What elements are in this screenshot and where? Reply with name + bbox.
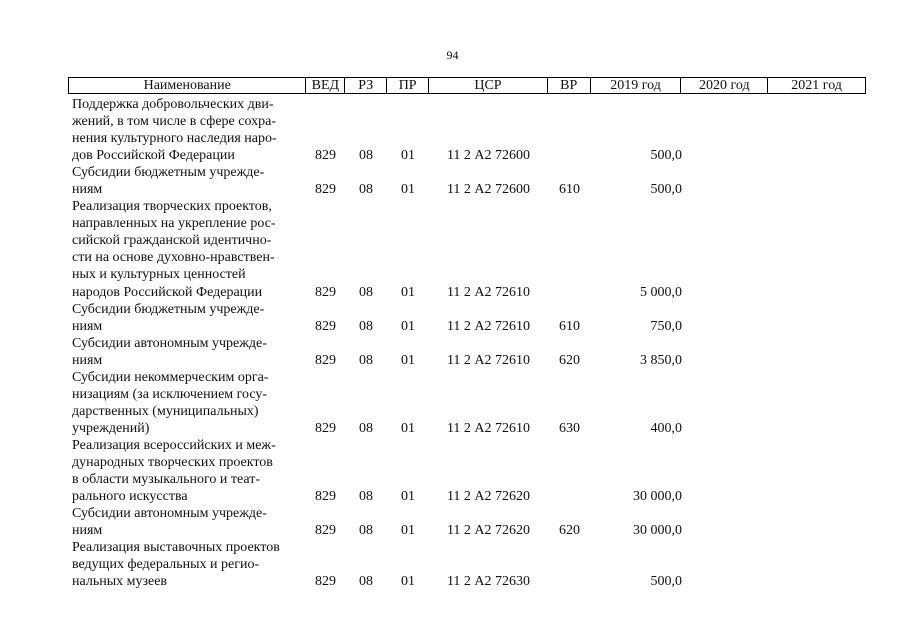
row-name-line: ниям [72,182,103,198]
row-name-line: нения культурного наследия наро- [72,131,277,147]
header-2019: 2019 год [591,78,682,93]
row-pr: 01 [401,284,415,300]
row-name-line: Субсидии автономным учрежде- [72,335,267,351]
row-y2019: 3 850,0 [640,352,682,368]
header-2021: 2021 год [791,78,842,93]
row-name-line: ниям [72,352,103,368]
table-row [68,437,866,505]
row-vr: 610 [559,182,580,198]
row-name-line: нальных музеев [72,574,168,590]
row-name-line: Субсидии некоммерческим орга- [72,369,269,385]
row-y2019: 500,0 [650,574,682,590]
row-pr: 01 [401,318,415,334]
row-csr: 11 2 А2 72630 [446,574,531,590]
row-name-line: сти на основе духовно-нравствен- [72,250,275,266]
table-row [68,198,866,300]
row-name [68,505,306,539]
row-name [68,369,306,437]
row-ved: 829 [315,489,336,505]
row-name-line: Субсидии бюджетным учрежде- [72,301,265,317]
row-y2019: 500,0 [650,182,682,198]
row-y2019: 5 000,0 [640,284,682,300]
row-name-line: Реализация всероссийских и меж- [72,437,276,453]
row-name [68,301,306,335]
row-y2019: 30 000,0 [633,489,682,505]
row-pr: 01 [401,182,415,198]
row-ved: 829 [315,420,336,436]
row-name-line: ных и культурных ценностей [72,267,246,283]
row-name [68,437,306,505]
row-name-line: учреждений) [72,420,150,436]
row-name-line: дарственных (муниципальных) [72,403,259,419]
row-name-line: Реализация творческих проектов, [72,199,272,215]
table-row [68,539,866,590]
row-name-line: направленных на укрепление рос- [72,216,276,232]
row-name-line: рального искусства [72,489,188,505]
table-body [68,96,866,590]
row-ved: 829 [315,523,336,539]
row-name-line: ниям [72,318,103,334]
header-pr: ПР [387,78,429,93]
row-name-line: Реализация выставочных проектов [72,540,280,556]
row-name [68,198,306,300]
table-row [68,505,866,539]
row-rz: 08 [359,489,373,505]
row-pr: 01 [401,489,415,505]
row-csr: 11 2 А2 72620 [446,489,531,505]
row-rz: 08 [359,182,373,198]
row-name [68,96,306,164]
row-name-line: дународных творческих проектов [72,454,273,470]
row-y2019: 500,0 [650,148,682,164]
row-rz: 08 [359,352,373,368]
row-pr: 01 [401,523,415,539]
row-name-line: сийской гражданской идентично- [72,233,272,249]
row-y2019: 30 000,0 [633,523,682,539]
row-ved: 829 [315,318,336,334]
row-name-line: дов Российской Федерации [72,148,235,164]
header-2020: 2020 год [681,78,768,93]
row-ved: 829 [315,148,336,164]
row-y2019: 400,0 [650,420,682,436]
table-row [68,164,866,198]
row-ved: 829 [315,182,336,198]
header-rz: РЗ [345,78,387,93]
header-vr: ВР [548,78,591,93]
row-vr: 610 [559,318,580,334]
row-name-line: низациям (за исключением госу- [72,386,268,402]
row-name [68,335,306,369]
header-csr: ЦСР [429,78,548,93]
row-pr: 01 [401,352,415,368]
row-vr: 620 [559,523,580,539]
row-csr: 11 2 А2 72610 [446,352,531,368]
row-rz: 08 [359,574,373,590]
row-name-line: Субсидии бюджетным учрежде- [72,165,265,181]
row-rz: 08 [359,148,373,164]
row-csr: 11 2 А2 72600 [446,182,531,198]
table-row [68,96,866,164]
row-rz: 08 [359,523,373,539]
row-name-line: ведущих федеральных и регио- [72,557,260,573]
row-ved: 829 [315,284,336,300]
row-name-line: ниям [72,523,103,539]
row-ved: 829 [315,574,336,590]
row-csr: 11 2 А2 72610 [446,284,531,300]
header-name: Наименование [69,78,306,93]
row-pr: 01 [401,574,415,590]
row-csr: 11 2 А2 72610 [446,420,531,436]
row-pr: 01 [401,148,415,164]
row-name-line: жений, в том числе в сфере сохра- [72,114,276,130]
header-ved: ВЕД [306,78,345,93]
table-header [68,77,866,94]
row-rz: 08 [359,420,373,436]
row-name-line: народов Российской Федерации [72,284,263,300]
row-name [68,164,306,198]
row-csr: 11 2 А2 72620 [446,523,531,539]
row-y2019: 750,0 [650,318,682,334]
row-ved: 829 [315,352,336,368]
row-csr: 11 2 А2 72600 [446,148,531,164]
row-name [68,539,306,590]
row-name-line: Субсидии автономным учрежде- [72,506,267,522]
row-csr: 11 2 А2 72610 [446,318,531,334]
row-pr: 01 [401,420,415,436]
row-vr: 620 [559,352,580,368]
table-row [68,335,866,369]
table-row [68,301,866,335]
row-rz: 08 [359,284,373,300]
row-name-line: Поддержка добровольческих дви- [72,97,274,112]
row-name-line: в области музыкального и теат- [72,472,261,488]
table-row [68,369,866,437]
row-vr: 630 [559,420,580,436]
row-rz: 08 [359,318,373,334]
page-number: 94 [446,48,459,62]
